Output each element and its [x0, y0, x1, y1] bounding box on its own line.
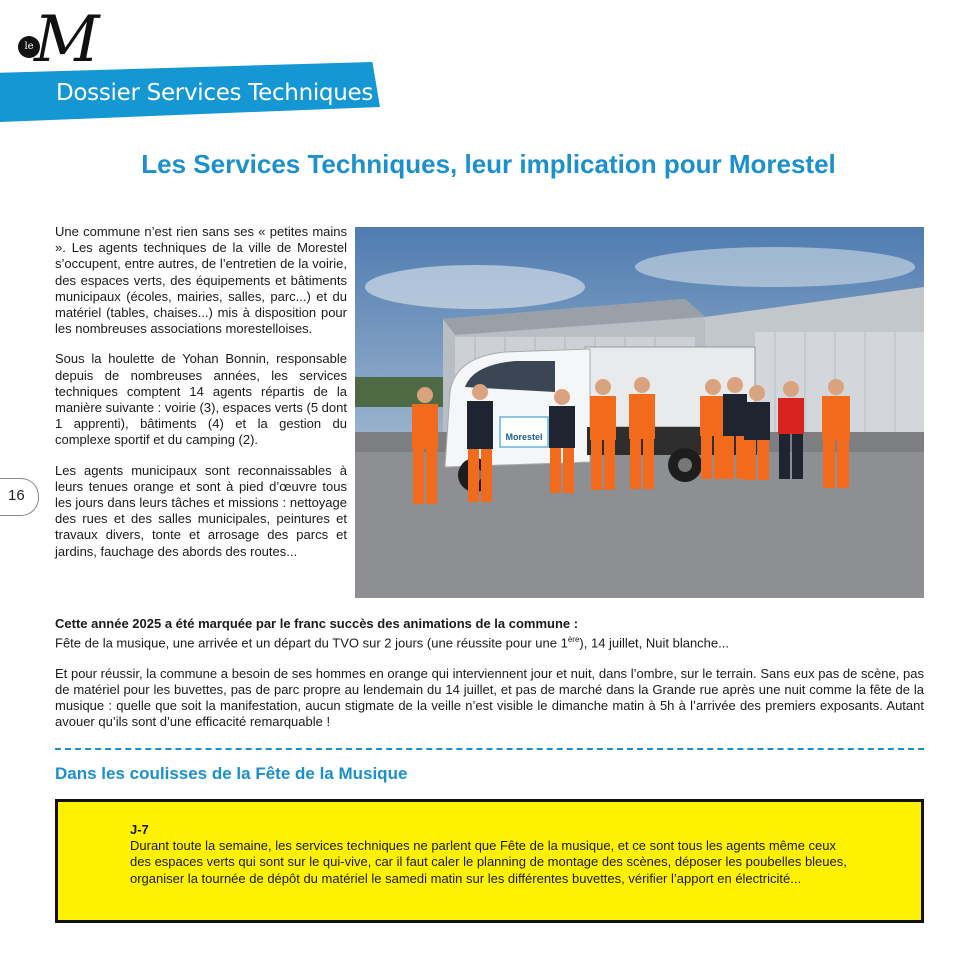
highlights-sup: ère: [567, 635, 580, 645]
logo-m-letter: M: [34, 3, 100, 77]
info-box-content: [130, 822, 850, 887]
page-number-tab: [0, 478, 39, 516]
page-number: 16: [8, 487, 25, 504]
highlights-lead: Cette année 2025 a été marquée par le franc succès des animations de la commune :: [55, 616, 579, 631]
logo-le-badge: le: [18, 36, 40, 58]
info-box-label: J-7: [130, 822, 149, 837]
truck-logo-text: Morestel: [505, 432, 543, 442]
body-paragraph: Et pour réussir, la commune a besoin de ses hommes en orange qui interviennent jour et nuit, dans l’ombre, sur le terrain. Sans eux pas de scène, pas de matériel pour les buvettes, pas de parc propre au lendemain du 14 juillet, et pas de marché dans la Grande rue après une nuit comme la fête de la musique : quelle que soit la manifestation, aucun stigmate de la veille n’est visible le dimanche matin à 5h à l’arrivée des premiers exposants. Autant avouer qu’ils sont d’une efficacité remarquable !: [55, 665, 924, 730]
article-title: Les Services Techniques, leur implication pour Morestel: [141, 149, 836, 179]
intro-paragraph-2: Sous la houlette de Yohan Bonnin, responsable depuis de nombreuses années, les services techniques comptent 14 agents répartis de la manière suivante : voirie (3), espaces verts (5 dont 1 apprenti), bâtiments (4) et la gestion du complexe sportif et du camping (2).: [55, 351, 347, 448]
subsection-title: Dans les coulisses de la Fête de la Musique: [55, 764, 408, 783]
intro-paragraph-3: Les agents municipaux sont reconnaissables à leurs tenues orange et sont à pied d’œuvre tous les jours dans leurs tâches et missions : nettoyage des rues et des salles municipales, peintures et travaux divers, tonte et arrosage des parcs et jardins, fauchage des abords des routes...: [55, 462, 347, 559]
intro-column: [55, 224, 347, 574]
intro-paragraph-1: Une commune n’est rien sans ses « petites mains ». Les agents techniques de la ville de Morestel s’occupent, entre autres, de l’entretien de la voirie, des espaces verts, des équipements et bâtiments municipaux (écoles, mairies, salles, parc...) et du matériel (tables, chaises...) mis à disposition pour les nombreuses associations morestelloises.: [55, 224, 347, 337]
team-photo-illustration: [355, 227, 924, 598]
section-divider: [55, 748, 924, 750]
team-photo: [355, 227, 924, 598]
main-text: [55, 616, 924, 745]
highlights-text-1: Fête de la musique, une arrivée et un départ du TVO sur 2 jours (une réussite pour une 1: [55, 635, 568, 651]
highlights-paragraph: [55, 616, 924, 652]
info-box: [55, 799, 924, 923]
highlights-text-2: ), 14 juillet, Nuit blanche...: [579, 635, 729, 651]
section-title: Dossier Services Techniques: [56, 80, 374, 106]
info-box-text: Durant toute la semaine, les services techniques ne parlent que Fête de la musique, et ce sont tous les agents même ceux des espaces verts qui sont sur le qui-vive, car il faut caler le planning de montage des scènes, déposer les poubelles bleues, organiser la tournée de dépôt du matériel le samedi matin sur les différentes buvettes, vérifier l’apport en électricité...: [130, 838, 847, 886]
magazine-logo: [14, 3, 104, 77]
